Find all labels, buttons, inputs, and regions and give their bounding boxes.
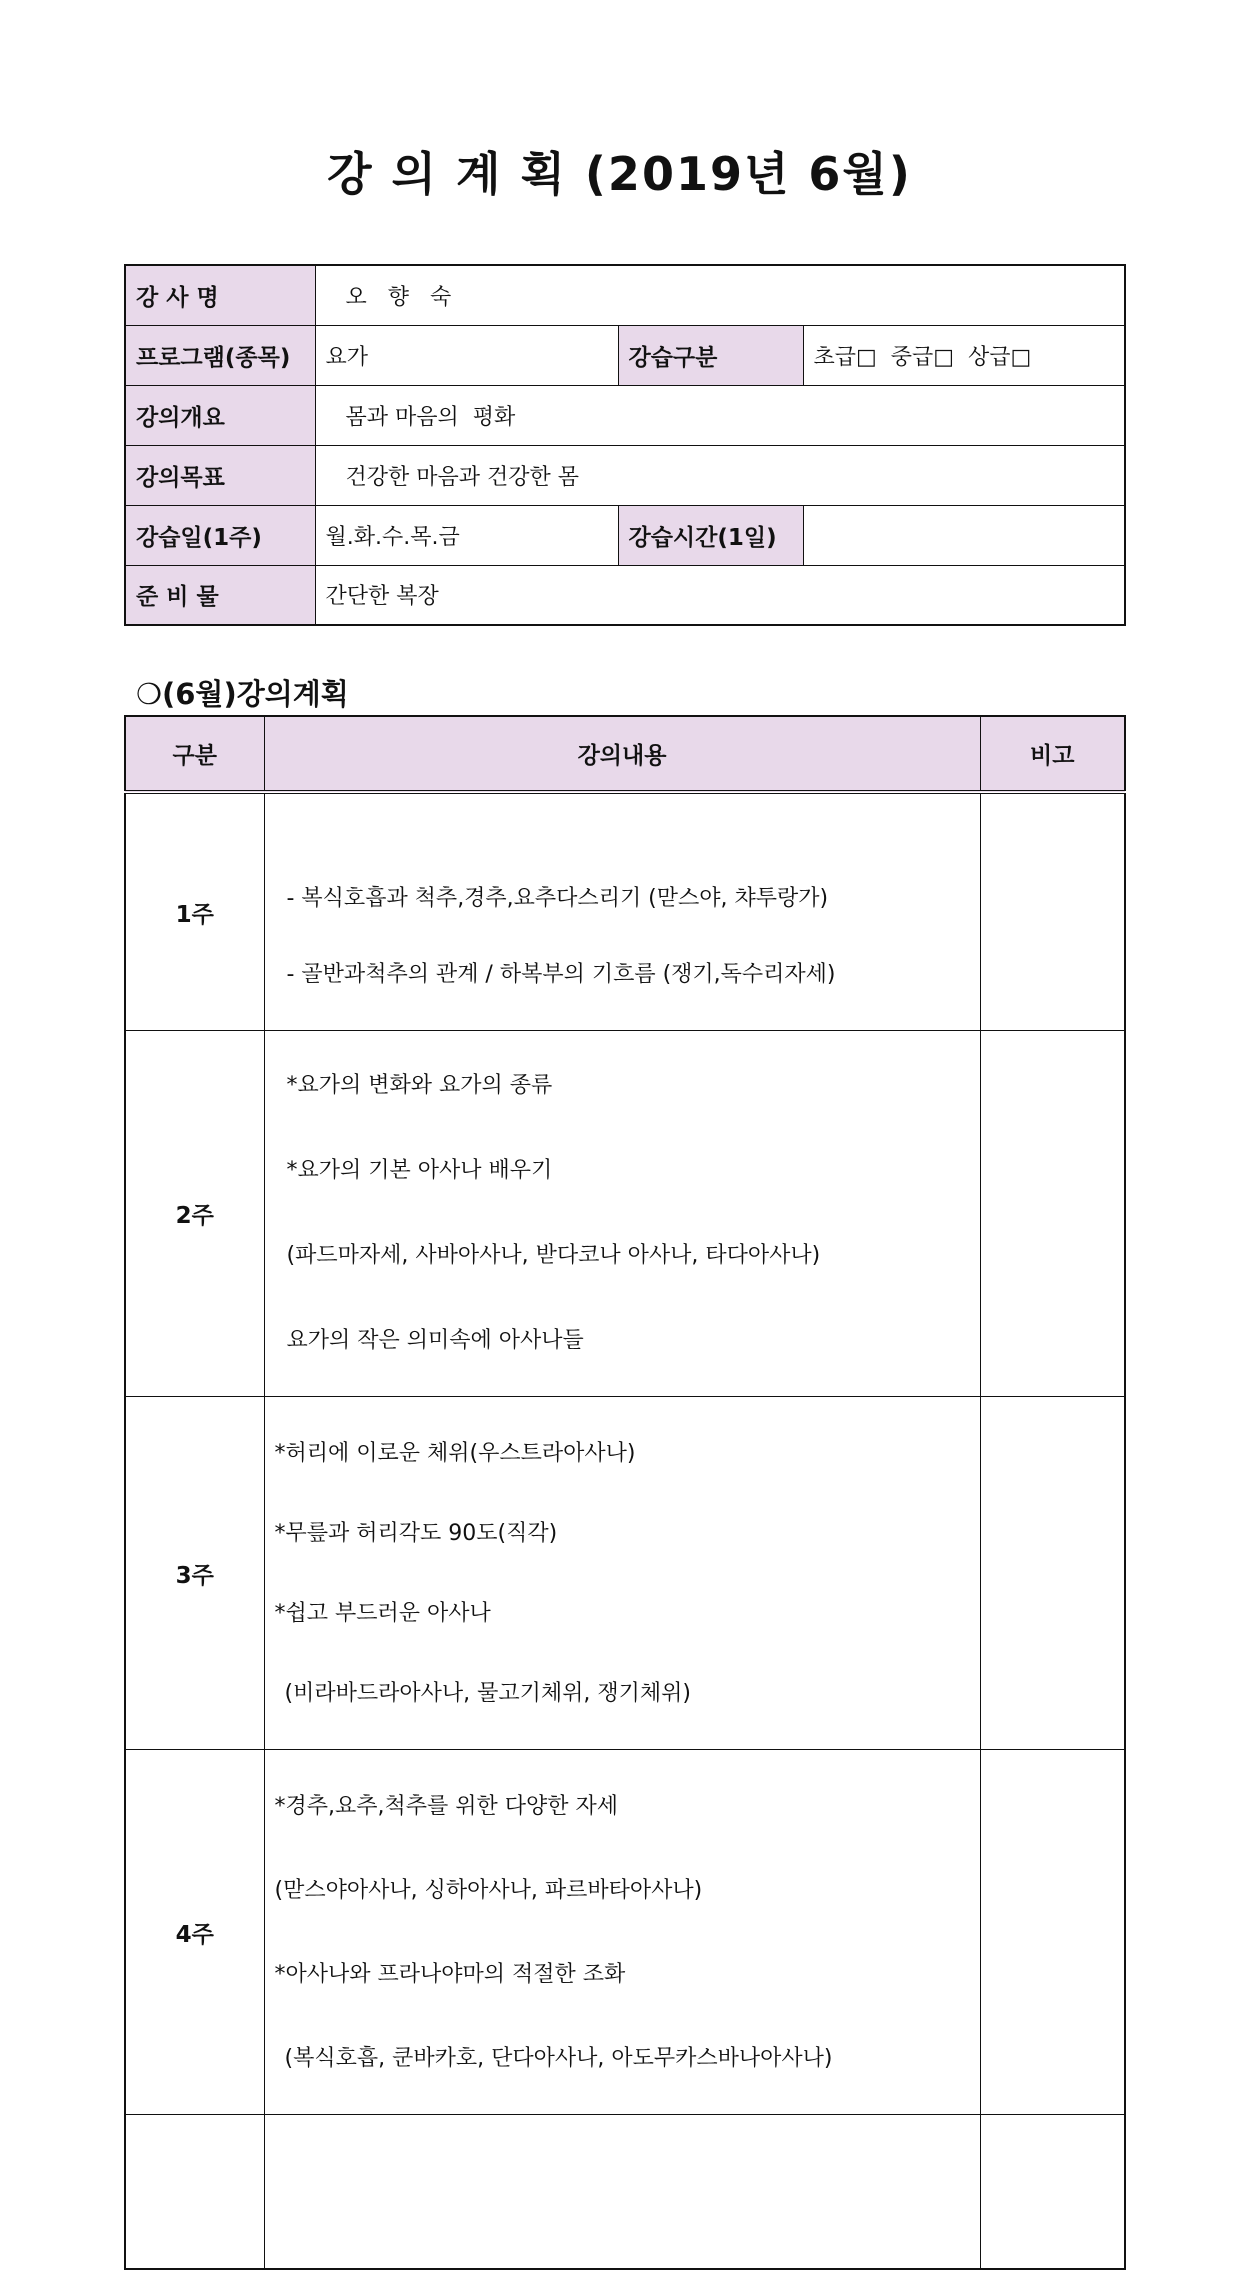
content-line: *아사나와 프라나야마의 적절한 조화 (274, 1962, 626, 1987)
section-title: ❍(6월)강의계획 (136, 677, 349, 711)
instructor-info-table (124, 264, 1126, 626)
week-content (264, 2115, 980, 2269)
table-row (125, 792, 1125, 1031)
content-line: *무릎과 허리각도 90도(직각) (274, 1521, 558, 1546)
supplies-value: 간단한 복장 (315, 565, 1125, 625)
content-line: 요가의 작은 의미속에 아사나들 (286, 1328, 584, 1353)
week-content (264, 792, 980, 1031)
overview-label: 강의개요 (125, 385, 315, 445)
lecture-plan-table (124, 715, 1126, 2270)
content-line: - 골반과척추의 관계 / 하복부의 기흐름 (쟁기,독수리자세) (286, 962, 836, 987)
week-content (264, 1750, 980, 2115)
table-row (125, 1397, 1125, 1750)
plan-header-row (125, 716, 1125, 792)
instructor-row (125, 265, 1125, 325)
week-note (980, 1750, 1125, 2115)
hours-value (803, 505, 1125, 565)
goal-label: 강의목표 (125, 445, 315, 505)
week-note (980, 2115, 1125, 2269)
supplies-row (125, 565, 1125, 625)
days-label: 강습일(1주) (125, 505, 315, 565)
instructor-label: 강 사 명 (125, 265, 315, 325)
week-content (264, 1031, 980, 1397)
content-line: *경추,요추,척추를 위한 다양한 자세 (274, 1794, 618, 1819)
week-note (980, 792, 1125, 1031)
goal-value: 건강한 마음과 건강한 몸 (315, 445, 1125, 505)
program-value: 요가 (315, 325, 618, 385)
week-label: 4주 (125, 1750, 264, 2115)
content-line: (맏스야아사나, 싱하아사나, 파르바타아사나) (274, 1878, 703, 1903)
note-header: 비고 (980, 716, 1125, 792)
overview-row (125, 385, 1125, 445)
table-row (125, 2115, 1125, 2269)
days-row (125, 505, 1125, 565)
hours-label: 강습시간(1일) (618, 505, 803, 565)
content-line: - 복식호흡과 척추,경추,요추다스리기 (맏스야, 챠투랑가) (286, 886, 829, 911)
week-label: 3주 (125, 1397, 264, 1750)
content-line: (비라바드라아사나, 물고기체위, 쟁기체위) (284, 1681, 691, 1706)
program-row (125, 325, 1125, 385)
week-content (264, 1397, 980, 1750)
overview-value: 몸과 마음의 평화 (315, 385, 1125, 445)
content-line: (복식호흡, 쿤바카호, 단다아사나, 아도무카스바나아사나) (284, 2046, 833, 2071)
content-line: *쉽고 부드러운 아사나 (274, 1601, 491, 1626)
level-value: 초급□ 중급□ 상급□ (803, 325, 1125, 385)
week-label (125, 2115, 264, 2269)
table-row (125, 1031, 1125, 1397)
category-header: 구분 (125, 716, 264, 792)
week-label: 2주 (125, 1031, 264, 1397)
week-note (980, 1031, 1125, 1397)
content-line: *요가의 변화와 요가의 종류 (286, 1073, 553, 1098)
days-value: 월.화.수.목.금 (315, 505, 618, 565)
content-line: *요가의 기본 아사나 배우기 (286, 1158, 553, 1183)
week-label: 1주 (125, 792, 264, 1031)
instructor-value: 오 향 숙 (315, 265, 1125, 325)
content-line: (파드마자세, 사바아사나, 받다코나 아사나, 타다아사나) (286, 1243, 821, 1268)
goal-row (125, 445, 1125, 505)
week-note (980, 1397, 1125, 1750)
table-row (125, 1750, 1125, 2115)
content-line: *허리에 이로운 체위(우스트라아사나) (274, 1441, 636, 1466)
content-header: 강의내용 (264, 716, 980, 792)
program-label: 프로그램(종목) (125, 325, 315, 385)
supplies-label: 준 비 물 (125, 565, 315, 625)
page-title: 강 의 계 획 (2019년 6월) (327, 147, 912, 201)
level-label: 강습구분 (618, 325, 803, 385)
